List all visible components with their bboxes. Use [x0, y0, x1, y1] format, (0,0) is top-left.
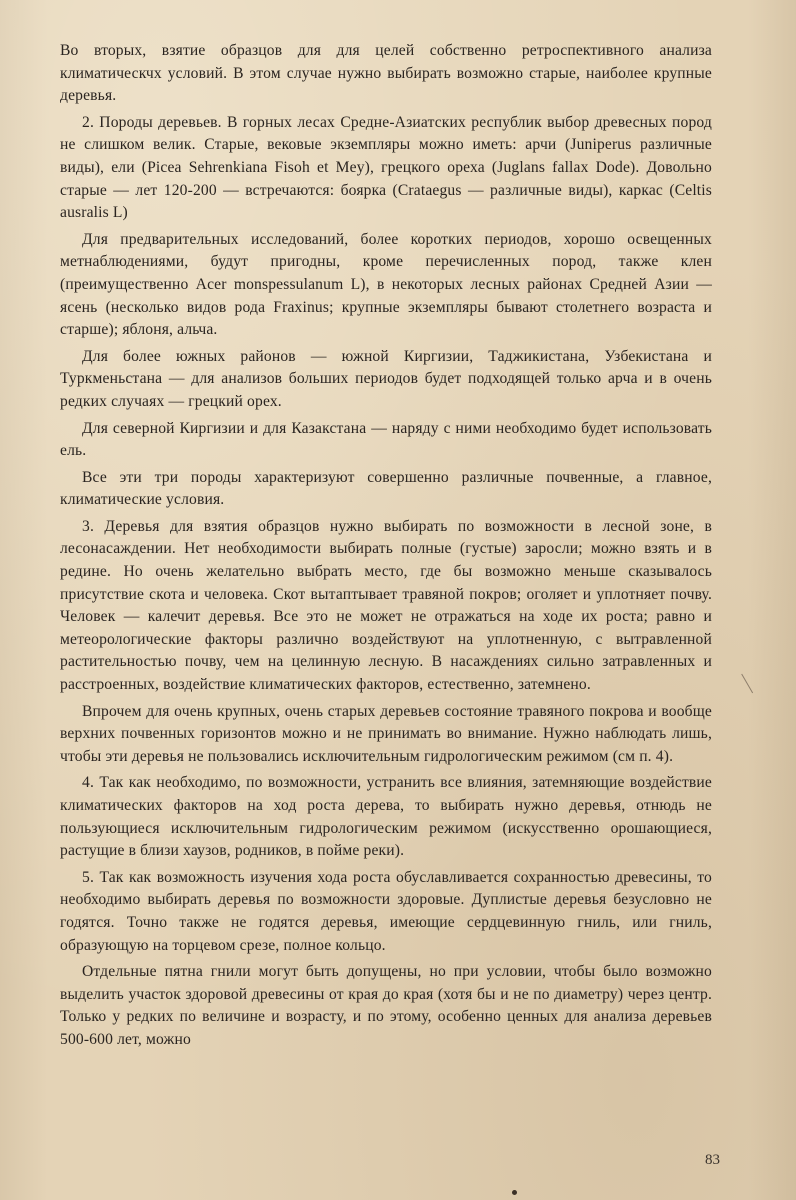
margin-pencil-mark — [741, 669, 762, 694]
page-number: 83 — [705, 1152, 720, 1168]
paragraph-1: Во вторых, взятие образцов для для целей собственно ретроспективного анализа климатическчх условий. В этом случае нужно выбирать возможно старые, наиболее крупные деревья. — [60, 42, 712, 105]
paragraph-8: Впрочем для очень крупных, очень старых деревьев состояние травяного покрова и вообще верхних почвенных горизонтов можно и не принимать во внимание. Нужно наблюдать лишь, чтобы эти деревья не пользовались исключительным гидрологическим режимом (см п. 4). — [60, 702, 712, 765]
paragraph-4: Для более южных районов — южной Киргизии, Таджикистана, Узбекистана и Туркменьстана — для анализов больших периодов будет подходящей только арча и в очень редких случаях — грецкий орех. — [60, 347, 712, 410]
paragraph-6: Все эти три породы характеризуют совершенно различные почвенные, а главное, климатические условия. — [60, 468, 712, 509]
ink-speck — [512, 1190, 517, 1195]
paragraph-3: Для предварительных исследований, более коротких периодов, хорошо освещенных метнаблюдениями, будут пригодны, кроме перечисленных пород, также клен (преимущественно Acer monspessulanum L), в некоторых лесных районах Средней Азии — ясень (несколько видов рода Fraxinus; крупные экземпляры бывают столетнего возраста и старше); яблоня, альча. — [60, 230, 712, 339]
page-body — [60, 40, 712, 1056]
paragraph-9: 4. Так как необходимо, по возможности, устранить все влияния, затемняющие воздействие климатических факторов на ход роста дерева, то выбирать нужно деревья, отнюдь не пользующиеся исключительным гидрологическим режимом (искусственно орошающиеся, растущие в близи хаузов, родников, в пойме реки). — [60, 774, 712, 860]
paragraph-10: 5. Так как возможность изучения хода роста обуславливается сохранностью древесины, то необходимо выбирать деревья по возможности здоровые. Дуплистые деревья безусловно не годятся. Точно также не годятся деревья, имеющие сердцевинную гниль, или гниль, образующую на торцевом срезе, полное кольцо. — [60, 868, 712, 954]
paragraph-7: 3. Деревья для взятия образцов нужно выбирать по возможности в лесной зоне, в лесонасаждении. Нет необходимости выбирать полные (густые) заросли; можно взять и в редине. Но очень желательно выбрать место, где бы возможно меньше сказывалось присутствие скота и человека. Скот вытаптывает травяной покров; оголяет и уплотняет почву. Человек — калечит деревья. Все это не может не отражаться на ходе их роста; равно и метеорологические факторы различно воздействуют на уплотненную, с вытравленной растительностью почву, чем на целинную лесную. В насаждениях сильно затравленных и расстроенных, воздействие климатических факторов, естественно, затемнено. — [60, 517, 712, 694]
paragraph-5: Для северной Киргизии и для Казакстана — наряду с ними необходимо будет использовать ель. — [60, 419, 712, 460]
paragraph-11: Отдельные пятна гнили могут быть допущены, но при условии, чтобы было возможно выделить участок здоровой древесины от края до края (хотя бы и не по диаметру) через центр. Только у редких по величине и возрасту, и по этому, особенно ценных для анализа деревьев 500-600 лет, можно — [60, 963, 712, 1048]
paragraph-2: 2. Породы деревьев. В горных лесах Средне-Азиатских республик выбор древесных пород не слишком велик. Старые, вековые экземпляры можно иметь: арчи (Juniperus различные виды), ели (Picea Sehrenkiana Fisoh et Mey), грецкого ореха (Juglans fallax Dode). Довольно старые — лет 120-200 — встречаются: боярка (Crataegus — различные виды), каркас (Celtis ausralis L) — [60, 113, 712, 222]
